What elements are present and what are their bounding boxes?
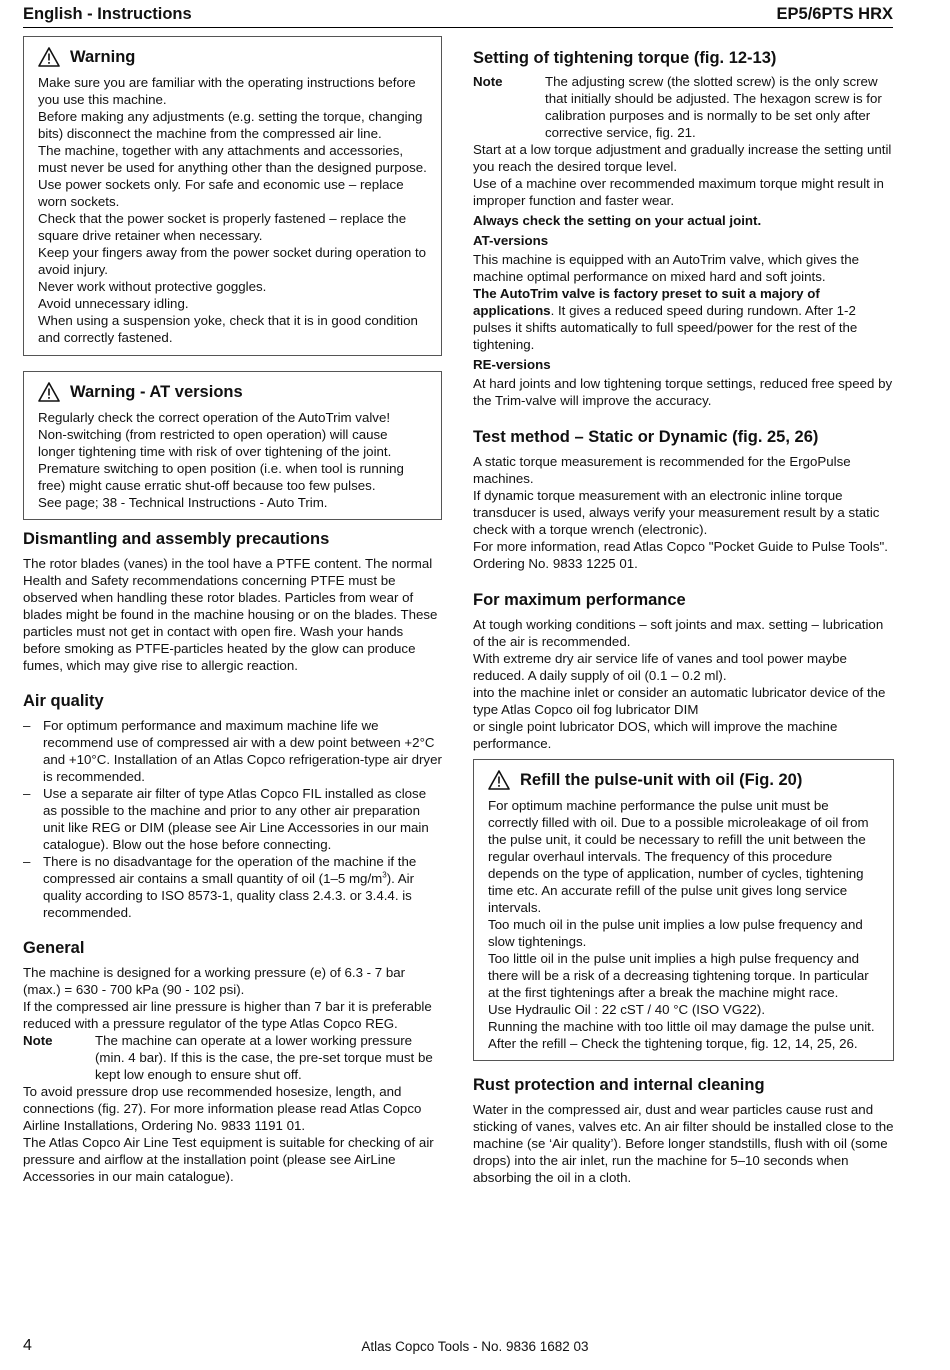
warning-at-title: Warning - AT versions (70, 382, 243, 401)
warning-at-box (23, 371, 442, 520)
general-paragraph: The machine is designed for a working pressure (e) of 6.3 - 7 bar (max.) = 630 - 700 kPa (90 - 102 psi). (23, 965, 406, 997)
note-label: Note (473, 74, 503, 89)
performance-paragraph: or single point lubricator DOS, which will improve the machine performance. (473, 719, 838, 751)
note-text: The adjusting screw (the slotted screw) is the only screw that initially should be adjusted. The hexagon screw is for calibration purposes and is normally to be set only after corrective service, fig. 21. (545, 74, 882, 140)
warning-at-line: Non-switching (from restricted to open operation) will cause longer tightening time with risk of over tightening of the joint. (38, 427, 392, 459)
warning-line: The machine, together with any attachments and accessories, must never be used for anything other than the designed purpose. (38, 143, 427, 175)
dismantling-text: The rotor blades (vanes) in the tool have a PTFE content. The normal Health and Safety recommendations concerning PTFE must be observed when handling these rotor blades. Particles from wear of blades might be found in the machine housing or on the blades. These particles must not get in contact with open fire. Wash your hands before smoking as PTFE-particles heated by the glow can produce fumes, which may give rise to allergic reaction. (23, 556, 438, 673)
refill-paragraph: Running the machine with too little oil may damage the pulse unit. (488, 1019, 875, 1034)
footer-document-number: Atlas Copco Tools - No. 9836 1682 03 (361, 1339, 589, 1354)
torque-check-statement: Always check the setting on your actual joint. (473, 213, 762, 228)
dismantling-heading: Dismantling and assembly precautions (23, 530, 330, 548)
re-versions-paragraph: At hard joints and low tightening torque settings, reduced free speed by the Trim-valve will improve the accuracy. (473, 376, 893, 408)
at-versions-subheading: AT-versions (473, 233, 549, 248)
refill-title: Refill the pulse-unit with oil (Fig. 20) (520, 770, 803, 789)
warning-line: Make sure you are familiar with the operating instructions before you use this machine. (38, 75, 416, 107)
refill-paragraph: Too little oil in the pulse unit implies a high pulse frequency and there will be a risk of a decreasing tightening torque. In particular at the first tightenings after a break the machine might race. (488, 951, 869, 1000)
list-item: – Use a separate air filter of type Atlas Copco FIL installed as close as possible to the machine and prior to any other air preparation unit like REG or DIM (please see Air Line Accessories in our main catalogue). Blow out the hose before connecting. (23, 786, 429, 852)
list-item: – There is no disadvantage for the operation of the machine if the compressed air contains a small quantity of oil (1–5 $mg/m^3$). Air quality according to ISO 8573-1, quality class 2.4.3. or 3.4.4. is recommended. (23, 854, 417, 920)
refill-paragraph: After the refill – Check the tightening torque, fig. 12, 14, 25, 26. (488, 1036, 858, 1051)
warning-line: Before making any adjustments (e.g. setting the torque, changing bits) disconnect the machine from the compressed air line. (38, 109, 423, 141)
performance-paragraph: With extreme dry air service life of vanes and tool power maybe reduced. A daily supply of oil (0.1 – 0.2 ml). (473, 651, 847, 683)
performance-heading: For maximum performance (473, 591, 686, 609)
air-quality-list (23, 717, 442, 921)
rust-heading: Rust protection and internal cleaning (473, 1076, 765, 1094)
warning-line: Check that the power socket is properly fastened – replace the square drive retainer when necessary. (38, 211, 407, 243)
test-method-heading: Test method – Static or Dynamic (fig. 25, 26) (473, 428, 819, 446)
re-versions-subheading: RE-versions (473, 357, 551, 372)
warning-triangle-icon (38, 47, 60, 67)
refill-box (473, 759, 894, 1061)
refill-paragraph: For optimum machine performance the pulse unit must be correctly filled with oil. Due to a possible microleakage of oil from the pulse unit, it could be necessary to refill the unit between the regular overhaul intervals. The frequency of this procedure depends on the type of application, number of cycles, tightening time etc. An accurate refill of the pulse unit gives long service intervals. (488, 798, 869, 915)
page-number: 4 (23, 1337, 32, 1354)
performance-paragraph: At tough working conditions – soft joints and max. setting – lubrication of the air is recommended. (473, 617, 884, 649)
warning-line: Avoid unnecessary idling. (38, 296, 189, 311)
general-note (23, 1032, 442, 1083)
torque-heading: Setting of tightening torque (fig. 12-13) (473, 49, 777, 67)
warning-line: Never work without protective goggles. (38, 279, 267, 294)
test-paragraph: For more information, read Atlas Copco "Pocket Guide to Pulse Tools". Ordering No. 9833 1225 01. (473, 539, 888, 571)
warning-line: Keep your fingers away from the power socket during operation to avoid injury. (38, 245, 427, 277)
general-paragraph: To avoid pressure drop use recommended hosesize, length, and connections (fig. 27). For more information please read Atlas Copco Airline Installations, Ordering No. 9833 1191 01. (23, 1084, 422, 1133)
header-section-title: English - Instructions (23, 5, 192, 23)
warning-box (23, 36, 442, 356)
test-paragraph: If dynamic torque measurement with an electronic inline torque transducer is used, always verify your measurement result by a static check with a torque wrench (electronic). (473, 488, 880, 537)
warning-triangle-icon (488, 770, 510, 790)
general-paragraph: The Atlas Copco Air Line Test equipment is suitable for checking of air pressure and airflow at the installation point (please see AirLine Accessories in our main catalogue). (23, 1135, 434, 1184)
note-text: The machine can operate at a lower working pressure (min. 4 bar). If this is the case, the pre-set torque must be kept low enough to ensure shut off. (95, 1033, 433, 1082)
page-header (23, 5, 893, 28)
header-model-name: EP5/6PTS HRX (776, 5, 893, 23)
warning-at-line: See page; 38 - Technical Instructions - Auto Trim. (38, 495, 328, 510)
performance-paragraph: into the machine inlet or consider an automatic lubricator device of the type Atlas Copco oil fog lubricator DIM (473, 685, 886, 717)
torque-paragraph: Use of a machine over recommended maximum torque might result in improper function and faster wear. (473, 176, 884, 208)
right-column (473, 48, 894, 1186)
warning-at-line: Regularly check the correct operation of the AutoTrim valve! (38, 410, 391, 425)
left-column (23, 36, 442, 1185)
warning-line: Use power sockets only. For safe and economic use – replace worn sockets. (38, 177, 404, 209)
rust-paragraph: Water in the compressed air, dust and wear particles cause rust and sticking of vanes, valves etc. An air filter should be installed close to the machine (se ‘Air quality’). Before longer standstills, flush with oil (some drops) into the air inlet, run the machine for 5–10 seconds when absorbing the oil in a cloth. (473, 1102, 894, 1185)
refill-paragraph: Use Hydraulic Oil : 22 cST / 40 °C (ISO VG22). (488, 1002, 766, 1017)
general-paragraph: If the compressed air line pressure is higher than 7 bar it is preferable reduced with a pressure regulator of the type Atlas Copco REG. (23, 999, 432, 1031)
warning-triangle-icon (38, 382, 60, 402)
at-versions-paragraph: The AutoTrim valve is factory preset to suit a majory of applications. It gives a reduced speed during rundown. After 1-2 pulses it shifts automatically to full speed/power for the rest of the tightening. (473, 286, 858, 352)
at-versions-paragraph: This machine is equipped with an AutoTrim valve, which gives the machine optimal performance on mixed hard and soft joints. (473, 252, 860, 284)
warning-title: Warning (70, 47, 136, 66)
refill-paragraph: Too much oil in the pulse unit implies a low pulse frequency and slow tightenings. (488, 917, 863, 949)
warning-at-line: Premature switching to open position (i.e. when tool is running free) might cause erratic shut-off because too few pulses. (38, 461, 404, 493)
air-quality-heading: Air quality (23, 692, 104, 710)
torque-paragraph: Start at a low torque adjustment and gradually increase the setting until you reach the desired torque level. (473, 142, 892, 174)
list-item: – For optimum performance and maximum machine life we recommend use of compressed air with a dew point between +2°C and +10°C. Installation of an Atlas Copco refrigeration-type air dryer is recommended. (23, 718, 442, 784)
note-label: Note (23, 1033, 53, 1048)
torque-note (473, 73, 894, 141)
test-paragraph: A static torque measurement is recommended for the ErgoPulse machines. (473, 454, 851, 486)
warning-line: When using a suspension yoke, check that it is in good condition and correctly fastened. (38, 313, 418, 345)
general-heading: General (23, 939, 85, 957)
